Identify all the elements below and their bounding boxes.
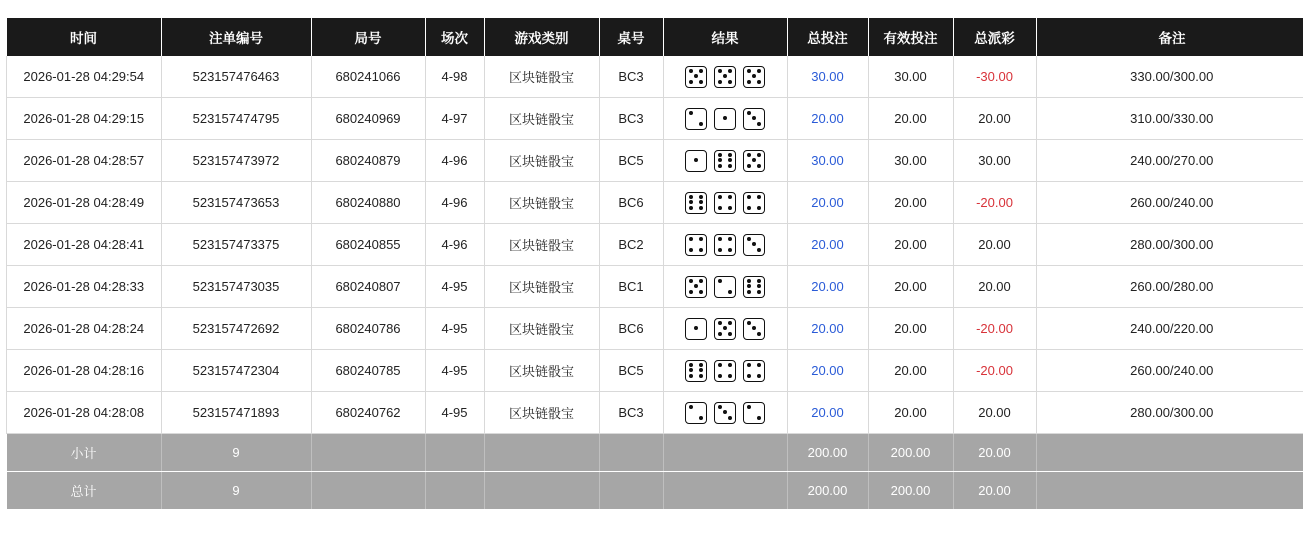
die-face-5-icon — [714, 66, 736, 88]
cell-round-value: 680240807 — [335, 279, 401, 294]
cell-remark — [1036, 350, 1303, 392]
cell-session-value: 4-96 — [441, 237, 468, 252]
cell-session-value: 4-95 — [441, 405, 468, 420]
summary-valid-bet — [868, 472, 953, 510]
cell-game-value: 区块链骰宝 — [508, 154, 574, 169]
table-row[interactable] — [7, 350, 1303, 392]
cell-session — [425, 224, 484, 266]
cell-time-value: 2026-01-28 04:28:49 — [23, 195, 145, 210]
summary-total-bet-value: 200.00 — [807, 483, 848, 498]
column-header-order-id[interactable]: 注单编号 — [161, 18, 311, 56]
cell-order-id-value: 523157476463 — [192, 69, 280, 84]
cell-table-no-value: BC3 — [618, 111, 644, 126]
cell-result — [663, 392, 787, 434]
cell-table-no-value: BC6 — [618, 195, 644, 210]
summary-blank-table — [599, 472, 663, 510]
cell-table-no-value: BC3 — [618, 405, 644, 420]
cell-total-bet-value: 20.00 — [811, 405, 844, 420]
cell-session-value: 4-96 — [441, 195, 468, 210]
summary-total-bet-value: 200.00 — [807, 445, 848, 460]
summary-payout-value: 20.00 — [978, 445, 1011, 460]
cell-payout — [953, 56, 1036, 98]
cell-round-value: 680240855 — [335, 237, 401, 252]
cell-table-no — [599, 266, 663, 308]
table-header-row — [7, 18, 1303, 56]
column-header-total-bet[interactable]: 总投注 — [787, 18, 868, 56]
summary-blank-remark — [1036, 434, 1303, 472]
dice-group — [668, 56, 783, 97]
cell-valid-bet — [868, 266, 953, 308]
cell-game-value: 区块链骰宝 — [508, 196, 574, 211]
cell-session — [425, 140, 484, 182]
table-row[interactable] — [7, 56, 1303, 98]
summary-valid-bet-value: 200.00 — [890, 445, 931, 460]
cell-total-bet — [787, 266, 868, 308]
cell-total-bet-value: 20.00 — [811, 363, 844, 378]
cell-round-value: 680240762 — [335, 405, 401, 420]
table-row[interactable] — [7, 308, 1303, 350]
cell-payout-value: -20.00 — [976, 363, 1013, 378]
cell-total-bet-value: 20.00 — [811, 237, 844, 252]
summary-label — [7, 472, 162, 510]
die-face-1-icon — [685, 150, 707, 172]
cell-valid-bet-value: 30.00 — [894, 69, 927, 84]
die-face-2-icon — [714, 276, 736, 298]
die-face-3-icon — [743, 318, 765, 340]
cell-valid-bet-value: 20.00 — [894, 279, 927, 294]
bet-records-table — [6, 18, 1303, 510]
die-face-4-icon — [714, 192, 736, 214]
cell-time — [7, 224, 162, 266]
cell-round — [311, 98, 425, 140]
cell-total-bet — [787, 392, 868, 434]
cell-total-bet-value: 20.00 — [811, 321, 844, 336]
cell-table-no — [599, 140, 663, 182]
column-header-payout[interactable]: 总派彩 — [953, 18, 1036, 56]
cell-round-value: 680240785 — [335, 363, 401, 378]
cell-time-value: 2026-01-28 04:28:08 — [23, 405, 145, 420]
cell-game — [484, 308, 599, 350]
cell-table-no — [599, 350, 663, 392]
summary-blank-result — [663, 434, 787, 472]
cell-order-id — [161, 392, 311, 434]
cell-valid-bet — [868, 56, 953, 98]
summary-row — [7, 434, 1303, 472]
cell-time — [7, 266, 162, 308]
cell-round — [311, 350, 425, 392]
die-face-6-icon — [685, 360, 707, 382]
cell-total-bet-value: 30.00 — [811, 69, 844, 84]
cell-remark — [1036, 182, 1303, 224]
cell-session-value: 4-95 — [441, 321, 468, 336]
cell-table-no-value: BC2 — [618, 237, 644, 252]
cell-session — [425, 392, 484, 434]
table-row[interactable] — [7, 98, 1303, 140]
cell-order-id — [161, 56, 311, 98]
cell-result — [663, 350, 787, 392]
column-header-valid-bet[interactable]: 有效投注 — [868, 18, 953, 56]
cell-round — [311, 140, 425, 182]
cell-game-value: 区块链骰宝 — [508, 406, 574, 421]
summary-label-value: 总计 — [70, 484, 97, 499]
cell-table-no — [599, 56, 663, 98]
cell-session — [425, 350, 484, 392]
cell-game-value: 区块链骰宝 — [508, 70, 574, 85]
die-face-2-icon — [743, 402, 765, 424]
cell-session-value: 4-98 — [441, 69, 468, 84]
summary-count — [161, 434, 311, 472]
cell-total-bet — [787, 56, 868, 98]
die-face-5-icon — [685, 66, 707, 88]
cell-table-no-value: BC1 — [618, 279, 644, 294]
cell-game — [484, 140, 599, 182]
table-header — [7, 18, 1303, 56]
cell-payout — [953, 140, 1036, 182]
cell-total-bet — [787, 350, 868, 392]
die-face-1-icon — [714, 108, 736, 130]
cell-valid-bet-value: 20.00 — [894, 363, 927, 378]
cell-payout-value: 20.00 — [978, 237, 1011, 252]
cell-valid-bet — [868, 224, 953, 266]
cell-table-no-value: BC3 — [618, 69, 644, 84]
table-row[interactable] — [7, 392, 1303, 434]
cell-round-value: 680241066 — [335, 69, 401, 84]
summary-valid-bet-value: 200.00 — [890, 483, 931, 498]
summary-count — [161, 472, 311, 510]
dice-group — [668, 308, 783, 349]
cell-valid-bet-value: 20.00 — [894, 405, 927, 420]
die-face-1-icon — [685, 318, 707, 340]
cell-total-bet — [787, 182, 868, 224]
cell-result — [663, 224, 787, 266]
cell-payout — [953, 392, 1036, 434]
cell-payout — [953, 350, 1036, 392]
cell-valid-bet-value: 20.00 — [894, 237, 927, 252]
cell-time — [7, 140, 162, 182]
die-face-2-icon — [685, 402, 707, 424]
cell-session-value: 4-97 — [441, 111, 468, 126]
dice-group — [668, 98, 783, 139]
cell-valid-bet — [868, 308, 953, 350]
cell-remark-value: 240.00/270.00 — [1130, 153, 1214, 168]
summary-count-value: 9 — [232, 445, 240, 460]
cell-payout-value: 20.00 — [978, 279, 1011, 294]
dice-group — [668, 182, 783, 223]
cell-time-value: 2026-01-28 04:28:33 — [23, 279, 145, 294]
cell-order-id — [161, 266, 311, 308]
cell-valid-bet-value: 20.00 — [894, 111, 927, 126]
cell-order-id — [161, 308, 311, 350]
die-face-4-icon — [743, 360, 765, 382]
dice-group — [668, 224, 783, 265]
summary-count-value: 9 — [232, 483, 240, 498]
cell-remark-value: 280.00/300.00 — [1130, 405, 1214, 420]
cell-game — [484, 56, 599, 98]
cell-session-value: 4-96 — [441, 153, 468, 168]
summary-blank-round — [311, 434, 425, 472]
cell-time-value: 2026-01-28 04:29:54 — [23, 69, 145, 84]
cell-payout — [953, 98, 1036, 140]
cell-order-id — [161, 350, 311, 392]
summary-row — [7, 472, 1303, 510]
cell-order-id-value: 523157473035 — [192, 279, 280, 294]
die-face-6-icon — [685, 192, 707, 214]
cell-game-value: 区块链骰宝 — [508, 364, 574, 379]
summary-blank-result — [663, 472, 787, 510]
summary-blank-game — [484, 434, 599, 472]
cell-result — [663, 98, 787, 140]
cell-round — [311, 266, 425, 308]
die-face-5-icon — [743, 150, 765, 172]
cell-total-bet — [787, 308, 868, 350]
cell-round-value: 680240786 — [335, 321, 401, 336]
cell-session — [425, 98, 484, 140]
cell-round-value: 680240880 — [335, 195, 401, 210]
cell-game-value: 区块链骰宝 — [508, 322, 574, 337]
cell-session — [425, 56, 484, 98]
summary-payout — [953, 472, 1036, 510]
cell-remark-value: 310.00/330.00 — [1130, 111, 1214, 126]
cell-remark — [1036, 266, 1303, 308]
cell-session — [425, 308, 484, 350]
cell-time-value: 2026-01-28 04:28:16 — [23, 363, 145, 378]
summary-valid-bet — [868, 434, 953, 472]
cell-payout-value: 20.00 — [978, 111, 1011, 126]
cell-time — [7, 350, 162, 392]
summary-total-bet — [787, 434, 868, 472]
die-face-5-icon — [714, 318, 736, 340]
cell-table-no — [599, 224, 663, 266]
cell-remark-value: 330.00/300.00 — [1130, 69, 1214, 84]
summary-label — [7, 434, 162, 472]
cell-game-value: 区块链骰宝 — [508, 238, 574, 253]
cell-remark — [1036, 98, 1303, 140]
cell-remark-value: 260.00/240.00 — [1130, 363, 1214, 378]
die-face-5-icon — [743, 66, 765, 88]
cell-order-id — [161, 224, 311, 266]
cell-total-bet — [787, 140, 868, 182]
cell-game-value: 区块链骰宝 — [508, 112, 574, 127]
cell-time — [7, 98, 162, 140]
dice-group — [668, 350, 783, 391]
cell-order-id-value: 523157474795 — [192, 111, 280, 126]
die-face-3-icon — [714, 402, 736, 424]
cell-order-id-value: 523157473972 — [192, 153, 280, 168]
cell-order-id-value: 523157472692 — [192, 321, 280, 336]
die-face-4-icon — [685, 234, 707, 256]
cell-game — [484, 98, 599, 140]
cell-time — [7, 308, 162, 350]
table-body — [7, 56, 1303, 510]
cell-table-no-value: BC5 — [618, 363, 644, 378]
cell-table-no — [599, 392, 663, 434]
table-row[interactable] — [7, 140, 1303, 182]
dice-group — [668, 392, 783, 433]
cell-result — [663, 308, 787, 350]
summary-label-value: 小计 — [70, 446, 97, 461]
cell-order-id-value: 523157472304 — [192, 363, 280, 378]
cell-round — [311, 224, 425, 266]
column-header-result[interactable]: 结果 — [663, 18, 787, 56]
cell-table-no — [599, 98, 663, 140]
cell-round — [311, 56, 425, 98]
die-face-3-icon — [743, 234, 765, 256]
summary-blank-table — [599, 434, 663, 472]
cell-remark — [1036, 56, 1303, 98]
cell-payout — [953, 224, 1036, 266]
cell-payout-value: 20.00 — [978, 405, 1011, 420]
cell-remark-value: 260.00/240.00 — [1130, 195, 1214, 210]
cell-time-value: 2026-01-28 04:28:24 — [23, 321, 145, 336]
cell-order-id — [161, 98, 311, 140]
cell-order-id-value: 523157473375 — [192, 237, 280, 252]
cell-remark-value: 280.00/300.00 — [1130, 237, 1214, 252]
die-face-4-icon — [714, 234, 736, 256]
cell-result — [663, 266, 787, 308]
cell-table-no-value: BC6 — [618, 321, 644, 336]
die-face-6-icon — [743, 276, 765, 298]
column-header-round[interactable]: 局号 — [311, 18, 425, 56]
column-header-time[interactable]: 时间 — [7, 18, 162, 56]
cell-payout-value: 30.00 — [978, 153, 1011, 168]
cell-round — [311, 392, 425, 434]
cell-game — [484, 350, 599, 392]
cell-session — [425, 266, 484, 308]
cell-round-value: 680240879 — [335, 153, 401, 168]
cell-game — [484, 266, 599, 308]
cell-session-value: 4-95 — [441, 363, 468, 378]
column-header-table-no[interactable]: 桌号 — [599, 18, 663, 56]
cell-time-value: 2026-01-28 04:28:57 — [23, 153, 145, 168]
cell-session — [425, 182, 484, 224]
die-face-4-icon — [714, 360, 736, 382]
cell-round — [311, 308, 425, 350]
summary-blank-game — [484, 472, 599, 510]
cell-remark-value: 240.00/220.00 — [1130, 321, 1214, 336]
die-face-5-icon — [685, 276, 707, 298]
cell-order-id — [161, 182, 311, 224]
cell-order-id-value: 523157473653 — [192, 195, 280, 210]
cell-time — [7, 182, 162, 224]
cell-result — [663, 56, 787, 98]
column-header-session[interactable]: 场次 — [425, 18, 484, 56]
cell-valid-bet — [868, 98, 953, 140]
cell-total-bet-value: 20.00 — [811, 111, 844, 126]
table-row[interactable] — [7, 224, 1303, 266]
cell-valid-bet-value: 20.00 — [894, 195, 927, 210]
cell-session-value: 4-95 — [441, 279, 468, 294]
cell-round-value: 680240969 — [335, 111, 401, 126]
cell-game — [484, 182, 599, 224]
cell-payout — [953, 182, 1036, 224]
cell-table-no — [599, 182, 663, 224]
die-face-6-icon — [714, 150, 736, 172]
cell-payout-value: -20.00 — [976, 195, 1013, 210]
cell-valid-bet — [868, 182, 953, 224]
cell-valid-bet — [868, 392, 953, 434]
cell-time-value: 2026-01-28 04:28:41 — [23, 237, 145, 252]
cell-table-no — [599, 308, 663, 350]
column-header-remark[interactable]: 备注 — [1036, 18, 1303, 56]
column-header-game[interactable]: 游戏类别 — [484, 18, 599, 56]
cell-remark — [1036, 140, 1303, 182]
summary-blank-remark — [1036, 472, 1303, 510]
cell-remark — [1036, 308, 1303, 350]
cell-total-bet — [787, 98, 868, 140]
cell-order-id — [161, 140, 311, 182]
cell-valid-bet-value: 20.00 — [894, 321, 927, 336]
cell-total-bet-value: 20.00 — [811, 195, 844, 210]
summary-payout — [953, 434, 1036, 472]
cell-time — [7, 392, 162, 434]
die-face-3-icon — [743, 108, 765, 130]
cell-remark — [1036, 224, 1303, 266]
cell-total-bet-value: 20.00 — [811, 279, 844, 294]
summary-blank-session — [425, 472, 484, 510]
cell-game — [484, 392, 599, 434]
cell-remark — [1036, 392, 1303, 434]
cell-time — [7, 56, 162, 98]
cell-payout — [953, 308, 1036, 350]
summary-total-bet — [787, 472, 868, 510]
cell-total-bet-value: 30.00 — [811, 153, 844, 168]
die-face-4-icon — [743, 192, 765, 214]
cell-valid-bet — [868, 140, 953, 182]
summary-blank-session — [425, 434, 484, 472]
cell-game-value: 区块链骰宝 — [508, 280, 574, 295]
cell-round — [311, 182, 425, 224]
die-face-2-icon — [685, 108, 707, 130]
cell-table-no-value: BC5 — [618, 153, 644, 168]
table-row[interactable] — [7, 182, 1303, 224]
cell-total-bet — [787, 224, 868, 266]
cell-remark-value: 260.00/280.00 — [1130, 279, 1214, 294]
cell-payout-value: -30.00 — [976, 69, 1013, 84]
summary-payout-value: 20.00 — [978, 483, 1011, 498]
table-row[interactable] — [7, 266, 1303, 308]
summary-blank-round — [311, 472, 425, 510]
cell-result — [663, 140, 787, 182]
cell-payout — [953, 266, 1036, 308]
cell-order-id-value: 523157471893 — [192, 405, 280, 420]
cell-valid-bet-value: 30.00 — [894, 153, 927, 168]
dice-group — [668, 266, 783, 307]
cell-valid-bet — [868, 350, 953, 392]
cell-result — [663, 182, 787, 224]
cell-game — [484, 224, 599, 266]
cell-time-value: 2026-01-28 04:29:15 — [23, 111, 145, 126]
dice-group — [668, 140, 783, 181]
cell-payout-value: -20.00 — [976, 321, 1013, 336]
